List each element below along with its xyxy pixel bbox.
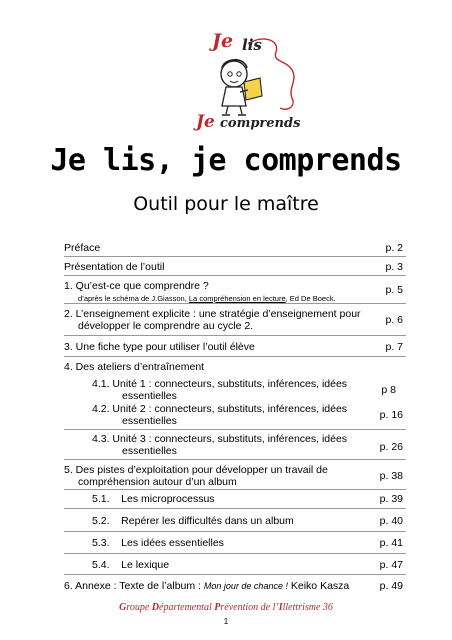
toc-label: 4.2. Unité 2 : connecteurs, substituts, inférences, idées essentielles [92,403,348,427]
logo-je-top: Je [212,30,234,52]
toc-note: d’après le schéma de J.Giasson, La compréhension en lecture, Ed De Boeck. [78,294,336,303]
toc-page: p. 6 [385,314,403,326]
toc-divider [64,553,406,554]
toc-page: p. 5 [385,284,403,296]
toc-divider [64,256,406,257]
toc-page: p. 26 [379,441,403,453]
toc-page: p. 49 [379,580,403,592]
toc-page: p 8 [381,384,396,396]
toc-page: p. 41 [379,537,403,549]
book-title: La compréhension en lecture [188,294,286,303]
toc-divider [64,531,406,532]
toc-label: 3. Une fiche type pour utiliser l’outil élève [64,341,255,353]
logo [188,22,300,136]
toc-page: p. 40 [379,515,403,527]
toc-label: 4. Des ateliers d’entraînement [64,361,205,373]
toc-page: p. 47 [379,559,403,571]
toc-divider [64,429,406,430]
page-number: 1 [223,617,229,626]
toc-label: 1. Qu’est-ce que comprendre ? [64,280,209,292]
toc-label: 5.1. Les microprocessus [92,493,215,505]
logo-comprends: comprends [220,116,301,131]
page-subtitle: Outil pour le maître [133,193,319,215]
album-title: Mon jour de chance ! [203,581,288,591]
toc-divider [64,574,406,575]
toc-label: 2. L’enseignement explicite : une stratégie d’enseignement pour développer le comprendre au cycle 2. [64,308,361,332]
logo-lis: lis [242,36,262,54]
toc-page: p. 38 [379,470,403,482]
page-title: Je lis, je comprends [50,143,402,178]
toc-page: p. 7 [385,341,403,353]
toc-divider [64,489,406,490]
toc-page: p. 2 [385,242,403,254]
toc-divider [64,335,406,336]
toc-label: Préface [64,242,101,254]
logo-je-bottom: Je [196,112,215,132]
toc-label: Présentation de l’outil [64,261,165,273]
toc-divider [64,508,406,509]
toc-label: 5.2. Repérer les difficultés dans un album [92,515,294,527]
toc-divider [64,459,406,460]
toc-page: p. 3 [385,261,403,273]
toc-label: 5. Des pistes d’exploitation pour développer un travail de compréhension autour d’un album [64,464,328,488]
toc-label: 5.4. Le lexique [92,559,170,571]
toc-label: 4.1. Unité 1 : connecteurs, substituts, inférences, idées essentielles [92,378,348,402]
toc-divider [64,356,406,357]
toc-label: 6. Annexe : Texte de l’album : [64,580,204,592]
toc-page: p. 16 [379,409,403,421]
toc-page: p. 39 [379,493,403,505]
toc-divider [64,303,406,304]
toc-label: 5.3. Les idées essentielles [92,537,224,549]
footer-organization: Groupe Départemental Prévention de l’Illettrisme 36 [119,602,333,613]
toc-divider [64,275,406,276]
toc-label: 4.3. Unité 3 : connecteurs, substituts, inférences, idées essentielles [92,433,348,457]
